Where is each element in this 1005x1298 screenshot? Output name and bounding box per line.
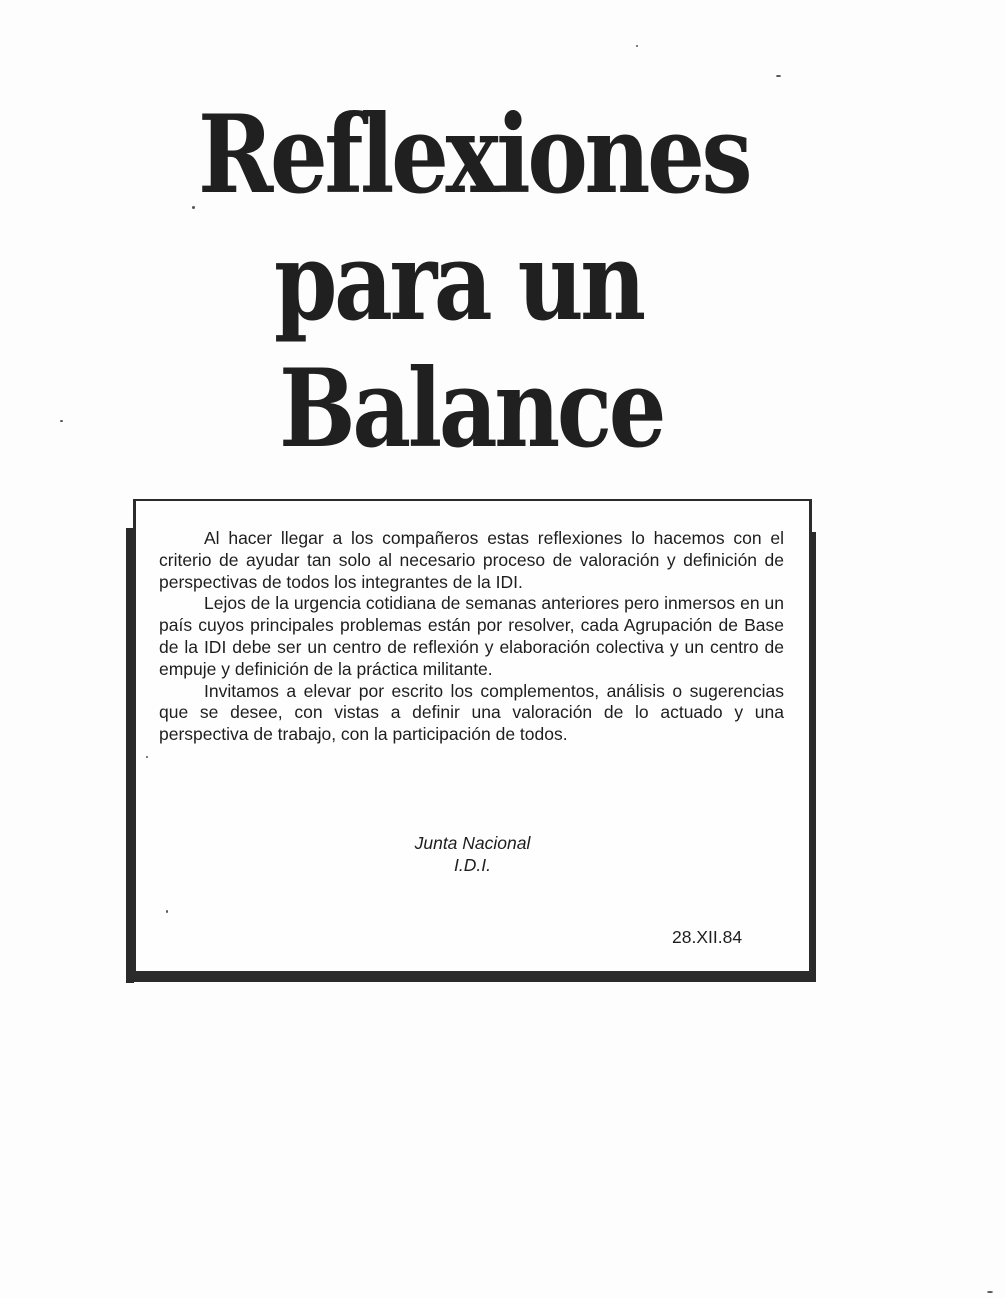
scan-speck <box>192 206 195 209</box>
signature-org: I.D.I. <box>454 855 491 875</box>
notice-paragraph-1: Al hacer llegar a los compañeros estas reflexiones lo hacemos con el criterio de ayudar tan solo al necesario proceso de valoración y definición de perspectivas de todos los integrantes de la IDI. <box>159 528 784 592</box>
scan-speck <box>60 420 63 422</box>
notice-paragraph-3: Invitamos a elevar por escrito los complementos, análisis o sugerencias que se desee, con vistas a definir una valoración de lo actuado y una perspectiva de trabajo, con la participación de todos. <box>159 680 784 745</box>
signature-name: Junta Nacional <box>414 833 531 853</box>
scan-speck <box>776 75 781 77</box>
signature <box>380 832 565 876</box>
title-line-3: Balance <box>279 346 664 472</box>
scan-speck <box>987 1291 993 1293</box>
scan-speck <box>166 910 168 913</box>
date-stamp: 28.XII.84 <box>672 927 743 947</box>
scan-speck <box>146 756 148 758</box>
notice-body <box>159 528 784 746</box>
title-line-1: Reflexiones <box>198 92 750 218</box>
scan-speck <box>636 45 638 47</box>
notice-paragraph-2: Lejos de la urgencia cotidiana de semanas anteriores pero inmersos en un país cuyos principales problemas están por resolver, cada Agrupación de Base de la IDI debe ser un centro de reflexión y elaboración colectiva y un centro de empuje y definición de la práctica militante. <box>159 593 784 679</box>
title-line-2: para un <box>274 219 643 345</box>
